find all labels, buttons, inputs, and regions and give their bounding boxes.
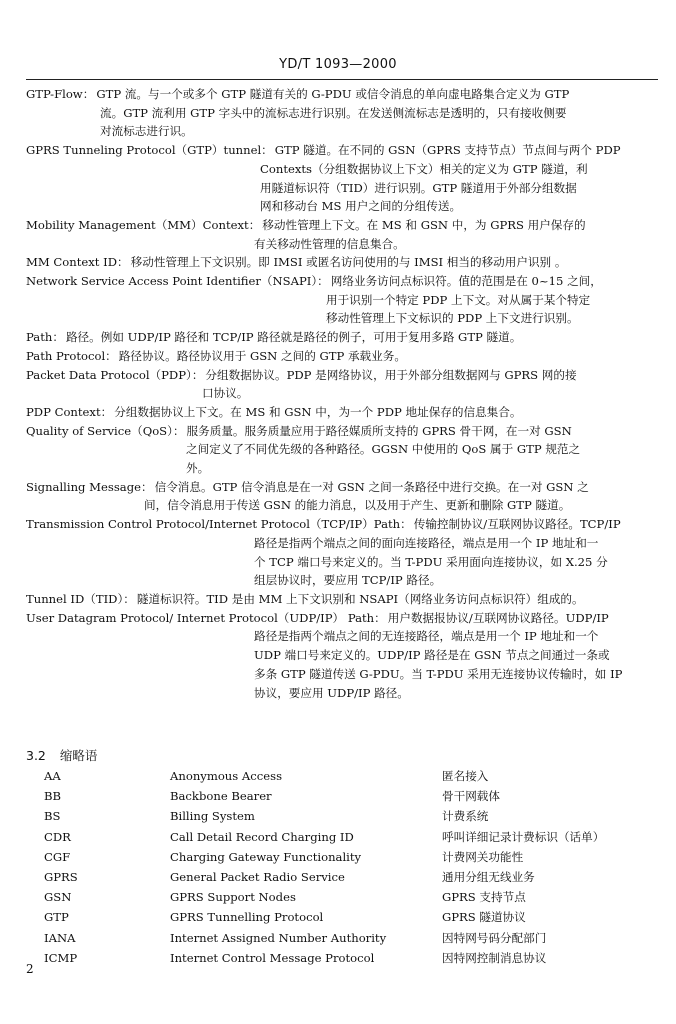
abbreviation-code: GTP	[44, 910, 69, 925]
definition-entry	[26, 253, 631, 272]
definition-text: 口协议。	[202, 386, 249, 401]
definition-text: 服务质量。服务质量应用于路径媒质所支持的 GPRS 骨干网，在一对 GSN	[186, 423, 572, 438]
abbreviation-chinese: 骨干网载体	[442, 789, 500, 804]
definitions-list	[26, 85, 631, 702]
page-header: YD/T 1093—2000	[279, 57, 397, 72]
definition-text: 分组数据协议上下文。在 MS 和 GSN 中，为一个 PDP 地址保存的信息集合。	[114, 404, 522, 419]
abbreviation-english: Anonymous Access	[170, 769, 283, 784]
definition-entry	[26, 366, 631, 403]
abbreviation-row	[26, 766, 636, 786]
abbreviation-english: Call Detail Record Charging ID	[170, 829, 354, 844]
definition-entry	[26, 422, 631, 478]
abbreviation-row	[26, 827, 636, 847]
definition-text: 隧道标识符。TID 是由 MM 上下文识别和 NSAPI（网络业务访问点标识符）组成的。	[136, 591, 584, 606]
abbreviation-chinese: 匿名接入	[442, 769, 489, 784]
definition-entry	[26, 141, 631, 216]
definition-entry	[26, 328, 631, 347]
abbreviation-english: Internet Control Message Protocol	[170, 950, 375, 965]
abbreviation-chinese: 计费网关功能性	[442, 849, 524, 864]
definition-entry	[26, 403, 631, 422]
abbreviation-row	[26, 806, 636, 826]
definition-text: 组层协议时，要应用 TCP/IP 路径。	[254, 573, 442, 588]
definition-entry	[26, 478, 631, 515]
definition-term: Packet Data Protocol（PDP）	[26, 367, 192, 382]
definition-separator: ：	[123, 591, 135, 606]
abbreviation-row	[26, 786, 636, 806]
abbreviation-code: BB	[44, 789, 62, 804]
definition-text: 有关移动性管理的信息集合。	[254, 236, 405, 251]
definition-term: GPRS Tunneling Protocol（GTP）tunnel	[26, 143, 262, 158]
definition-separator: ：	[317, 274, 329, 289]
definition-text: 多条 GTP 隧道传送 G-PDU。当 T-PDU 采用无连接协议传输时，如 IP	[254, 666, 623, 681]
definition-separator: ：	[172, 423, 185, 438]
definition-entry	[26, 515, 631, 590]
definition-text: 路径协议。路径协议用于 GSN 之间的 GTP 承载业务。	[118, 348, 406, 363]
definition-term: Signalling Message	[26, 479, 141, 494]
definition-text: 移动性管理上下文识别。即 IMSI 或匿名访问使用的与 IMSI 相当的移动用户识别 。	[130, 255, 567, 270]
abbreviation-code: BS	[44, 809, 61, 824]
definition-text: GTP 流。与一个或多个 GTP 隧道有关的 G-PDU 或信令消息的单向虚电路集合定义为 GTP	[96, 87, 570, 101]
abbreviation-chinese: 计费系统	[442, 809, 489, 824]
abbreviation-chinese: 因特网号码分配部门	[442, 930, 547, 945]
abbreviation-row	[26, 867, 636, 887]
section-number: 3.2	[26, 748, 46, 763]
definition-term: Path Protocol	[26, 348, 106, 363]
definition-text: UDP 端口号来定义的。UDP/IP 路径是在 GSN 节点之间通过一条或	[254, 648, 610, 663]
definition-text: 分组数据协议。PDP 是网络协议，用于外部分组数据网与 GPRS 网的接	[205, 367, 577, 382]
definition-separator: ：	[191, 367, 204, 382]
abbreviation-row	[26, 948, 636, 968]
abbreviation-row	[26, 887, 636, 907]
abbreviation-code: IANA	[44, 930, 76, 945]
definition-text: 外。	[186, 461, 210, 476]
abbreviation-english: GPRS Tunnelling Protocol	[170, 910, 324, 925]
definition-text: 流。GTP 流利用 GTP 字头中的流标志进行识别。在发送侧流标志是透明的，只有接收侧要	[100, 105, 567, 120]
definition-text: 个 TCP 端口号来定义的。当 T-PDU 采用面向连接协议，如 X.25 分	[254, 554, 608, 569]
abbreviation-english: Charging Gateway Functionality	[170, 849, 362, 864]
header-rule	[26, 79, 658, 80]
definition-text: 协议，要应用 UDP/IP 路径。	[254, 685, 409, 700]
abbreviation-chinese: 通用分组无线业务	[442, 870, 535, 885]
abbreviation-chinese: 因特网控制消息协议	[442, 950, 547, 965]
definition-text: 对流标志进行识。	[100, 124, 193, 139]
abbreviations-table	[26, 766, 636, 968]
abbreviation-chinese: 呼叫详细记录计费标识（话单）	[442, 829, 605, 844]
definition-entry	[26, 347, 631, 366]
definition-text: 用户数据报协议/互联网协议路径。UDP/IP	[387, 610, 609, 625]
definition-term: Network Service Access Point Identifier（NSAPI）	[26, 274, 318, 289]
abbreviation-english: Billing System	[170, 809, 255, 824]
definition-separator: ：	[374, 610, 386, 625]
definition-entry	[26, 609, 631, 703]
definition-entry	[26, 590, 631, 609]
definition-text: Contexts（分组数据协议上下文）相关的定义为 GTP 隧道，利	[260, 161, 588, 176]
definition-term: Transmission Control Protocol/Internet Protocol（TCP/IP）Path	[26, 517, 401, 532]
abbreviation-row	[26, 847, 636, 867]
abbreviation-code: GSN	[44, 890, 72, 905]
section-heading	[26, 746, 97, 764]
definition-separator: ：	[400, 517, 412, 532]
abbreviation-row	[26, 907, 636, 927]
definition-entry	[26, 85, 631, 141]
definition-separator: ：	[140, 479, 153, 494]
definition-entry	[26, 216, 631, 253]
definition-separator: ：	[261, 143, 273, 158]
definition-text: 用隧道标识符（TID）进行识别。GTP 隧道用于外部分组数据	[260, 180, 577, 195]
definition-separator: ：	[248, 217, 261, 232]
definition-separator: ：	[117, 255, 129, 270]
abbreviation-code: ICMP	[44, 950, 78, 965]
definition-term: GTP-Flow	[26, 87, 83, 101]
abbreviation-chinese: GPRS 隧道协议	[442, 910, 526, 925]
definition-term: Path	[26, 330, 53, 345]
abbreviation-code: GPRS	[44, 870, 78, 885]
abbreviation-code: AA	[44, 769, 61, 784]
definition-text: 之间定义了不同优先级的各种路径。GGSN 中使用的 QoS 属于 GTP 规范之	[186, 442, 581, 457]
page-number: 2	[26, 962, 34, 976]
definition-text: 移动性管理上下文标识的 PDP 上下文进行识别。	[326, 311, 579, 326]
definition-separator: ：	[105, 348, 117, 363]
definition-entry	[26, 272, 631, 328]
definition-separator: ：	[52, 330, 64, 345]
definition-term: Quality of Service（QoS）	[26, 423, 173, 438]
definition-term: User Datagram Protocol/ Internet Protocol（UDP/IP） Path	[26, 610, 375, 625]
abbreviation-row	[26, 928, 636, 948]
definition-text: 间，信令消息用于传送 GSN 的能力消息，以及用于产生、更新和删除 GTP 隧道。	[144, 498, 571, 513]
definition-term: PDP Context	[26, 404, 101, 419]
definition-text: 传输控制协议/互联网协议路径。TCP/IP	[413, 517, 621, 532]
section-title: 缩略语	[59, 748, 98, 763]
abbreviation-english: Internet Assigned Number Authority	[170, 930, 387, 945]
abbreviation-english: GPRS Support Nodes	[170, 890, 296, 905]
definition-text: 用于识别一个特定 PDP 上下文。对从属于某个特定	[326, 292, 591, 307]
definition-text: 网和移动台 MS 用户之间的分组传送。	[260, 199, 462, 214]
abbreviation-code: CGF	[44, 849, 71, 864]
definition-text: GTP 隧道。在不同的 GSN（GPRS 支持节点）节点间与两个 PDP	[274, 143, 621, 158]
definition-separator: ：	[82, 87, 95, 101]
abbreviation-english: Backbone Bearer	[170, 789, 272, 804]
abbreviation-english: General Packet Radio Service	[170, 870, 345, 885]
definition-term: Tunnel ID（TID）	[26, 591, 124, 606]
definition-separator: ：	[100, 404, 113, 419]
abbreviation-chinese: GPRS 支持节点	[442, 890, 526, 905]
definition-text: 路径是指两个端点之间的无连接路径，端点是用一个 IP 地址和一个	[254, 629, 599, 644]
definition-text: 移动性管理上下文。在 MS 和 GSN 中，为 GPRS 用户保存的	[262, 217, 586, 232]
abbreviation-code: CDR	[44, 829, 71, 844]
definition-text: 信令消息。GTP 信令消息是在一对 GSN 之间一条路径中进行交换。在一对 GSN 之	[154, 479, 589, 494]
definition-term: MM Context ID	[26, 255, 118, 270]
definition-term: Mobility Management（MM）Context	[26, 217, 249, 232]
definition-text: 路径是指两个端点之间的面向连接路径，端点是用一个 IP 地址和一	[254, 535, 599, 550]
definition-text: 路径。例如 UDP/IP 路径和 TCP/IP 路径就是路径的例子，可用于复用多路 GTP 隧道。	[65, 330, 522, 345]
definition-text: 网络业务访问点标识符。值的范围是在 0~15 之间，	[330, 274, 602, 289]
